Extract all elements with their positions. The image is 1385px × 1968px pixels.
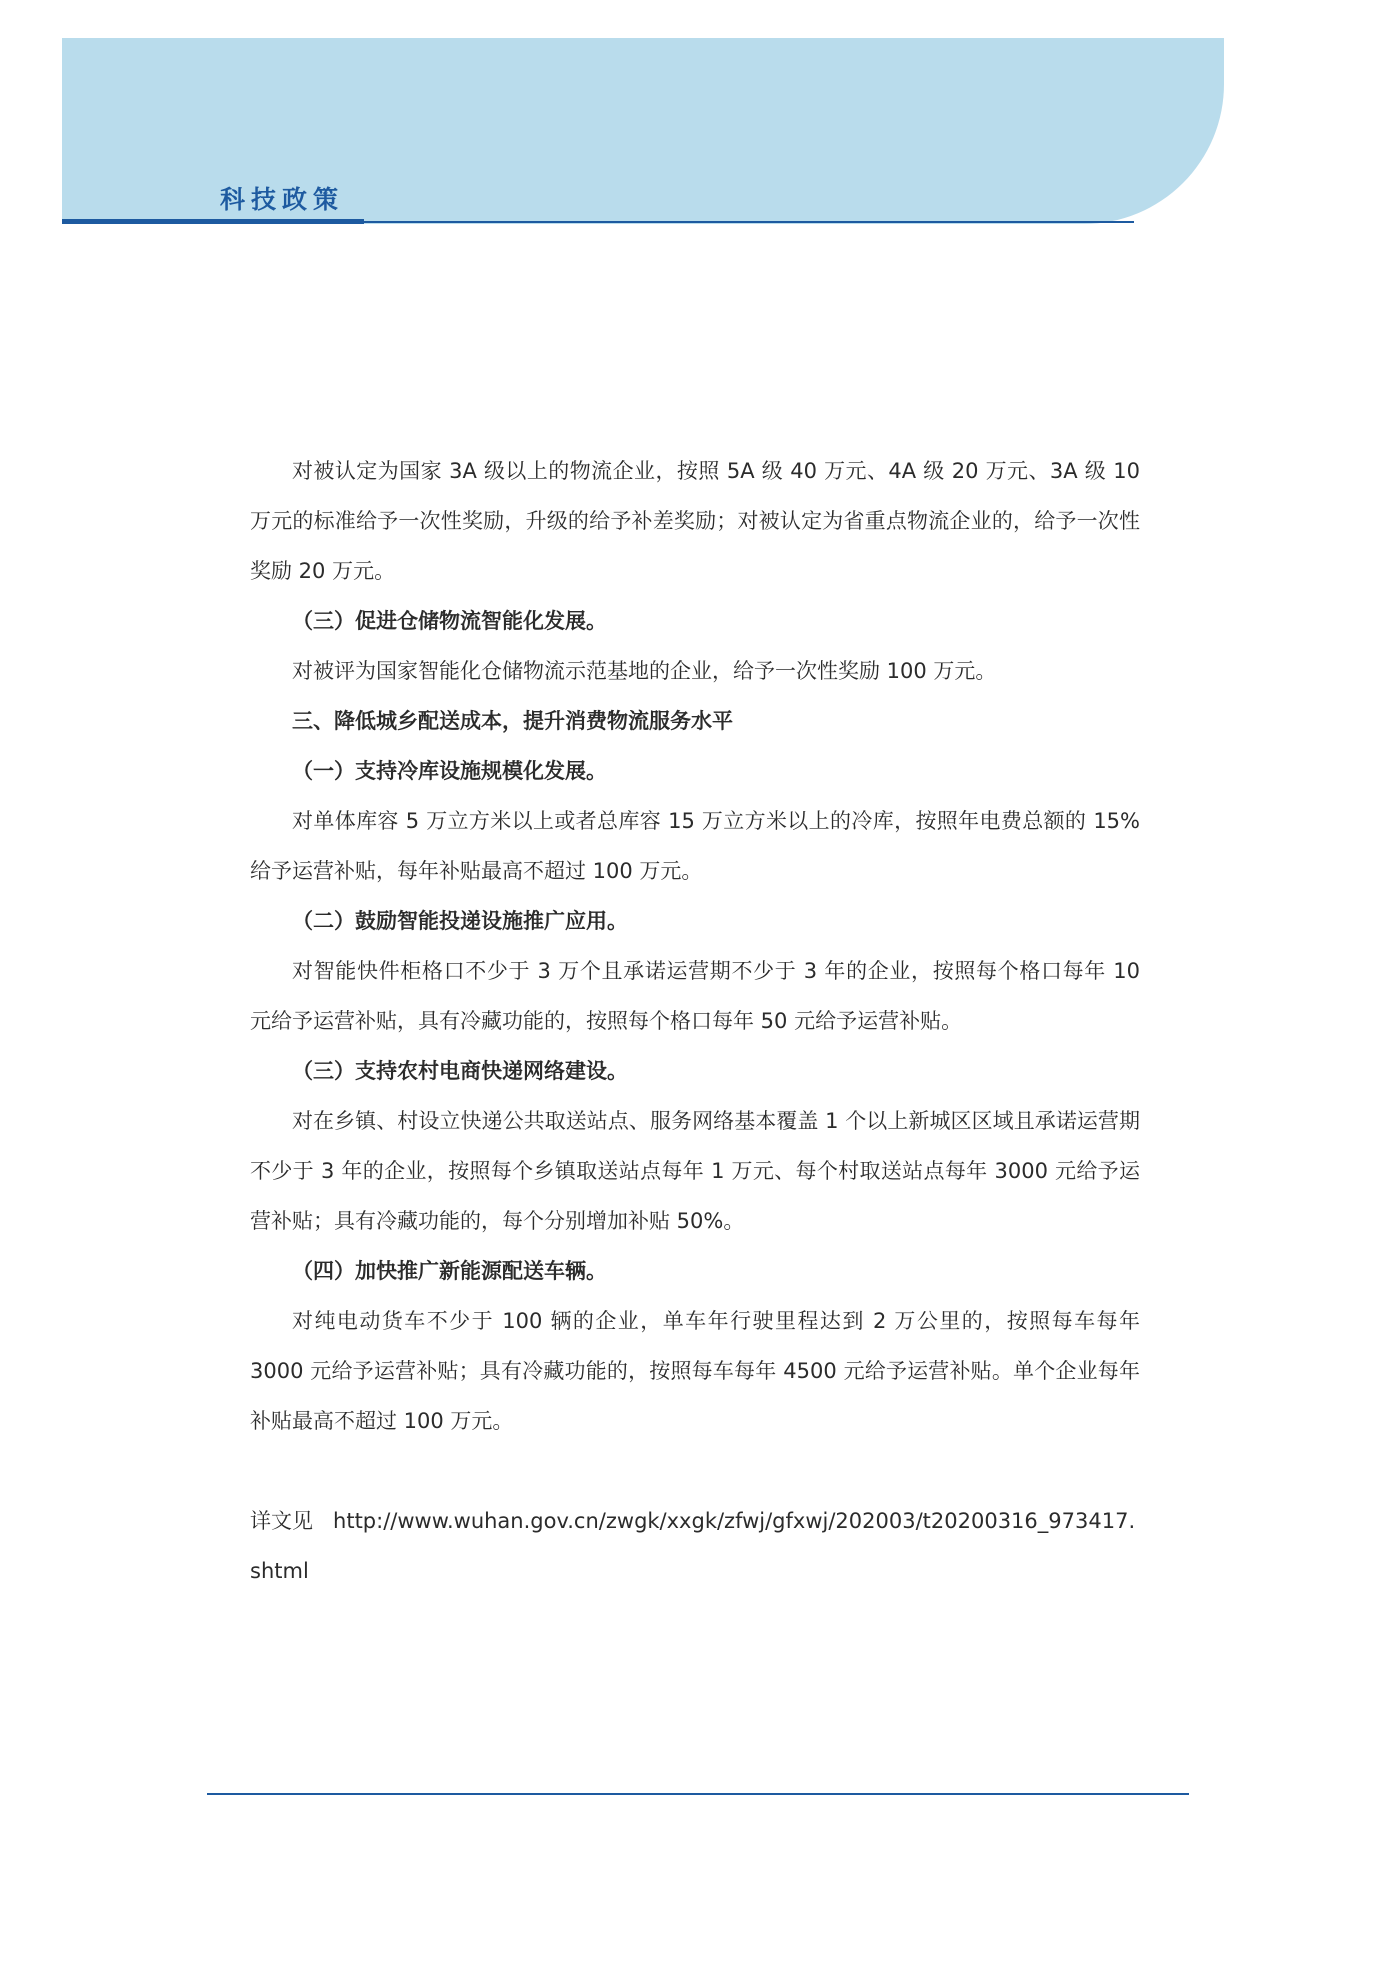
section-title: 科技政策 bbox=[220, 185, 345, 214]
source-reference bbox=[250, 1496, 1140, 1596]
heading-cold-storage: （一）支持冷库设施规模化发展。 bbox=[292, 759, 607, 783]
heading-section-three: 三、降低城乡配送成本，提升消费物流服务水平 bbox=[292, 709, 733, 733]
paragraph-3: 对单体库容 5 万立方米以上或者总库容 15 万立方米以上的冷库，按照年电费总额的 15% 给予运营补贴，每年补贴最高不超过 100 万元。 bbox=[250, 809, 1140, 883]
heading-new-energy-vehicles: （四）加快推广新能源配送车辆。 bbox=[292, 1259, 607, 1283]
paragraph-2: 对被评为国家智能化仓储物流示范基地的企业，给予一次性奖励 100 万元。 bbox=[292, 659, 997, 683]
heading-warehouse-intelligence: （三）促进仓储物流智能化发展。 bbox=[292, 609, 607, 633]
paragraph-6: 对纯电动货车不少于 100 辆的企业，单车年行驶里程达到 2 万公里的，按照每车每年 3000 元给予运营补贴；具有冷藏功能的，按照每车每年 4500 元给予运营补贴。单个企业每年补贴最高不超过 100 万元。 bbox=[250, 1309, 1140, 1433]
paragraph-5: 对在乡镇、村设立快递公共取送站点、服务网络基本覆盖 1 个以上新城区区域且承诺运营期不少于 3 年的企业，按照每个乡镇取送站点每年 1 万元、每个村取送站点每年 3000 元给予运营补贴；具有冷藏功能的，每个分别增加补贴 50%。 bbox=[250, 1109, 1140, 1233]
source-url-link[interactable]: http://www.wuhan.gov.cn/zwgk/xxgk/zfwj/gfxwj/202003/t20200316_973417.shtml bbox=[250, 1509, 1136, 1583]
header-rule bbox=[62, 219, 364, 224]
paragraph-4: 对智能快件柜格口不少于 3 万个且承诺运营期不少于 3 年的企业，按照每个格口每年 10 元给予运营补贴，具有冷藏功能的，按照每个格口每年 50 元给予运营补贴。 bbox=[250, 959, 1140, 1033]
header-rule-thin bbox=[364, 221, 1134, 223]
heading-rural-express: （三）支持农村电商快递网络建设。 bbox=[292, 1059, 628, 1083]
heading-smart-delivery: （二）鼓励智能投递设施推广应用。 bbox=[292, 909, 628, 933]
source-label: 详文见 bbox=[250, 1509, 313, 1533]
article-body bbox=[250, 446, 1140, 1446]
paragraph-1: 对被认定为国家 3A 级以上的物流企业，按照 5A 级 40 万元、4A 级 20 万元、3A 级 10 万元的标准给予一次性奖励，升级的给予补差奖励；对被认定为省重点物流企业的，给予一次性奖励 20 万元。 bbox=[250, 459, 1140, 583]
footer-rule bbox=[207, 1793, 1189, 1795]
